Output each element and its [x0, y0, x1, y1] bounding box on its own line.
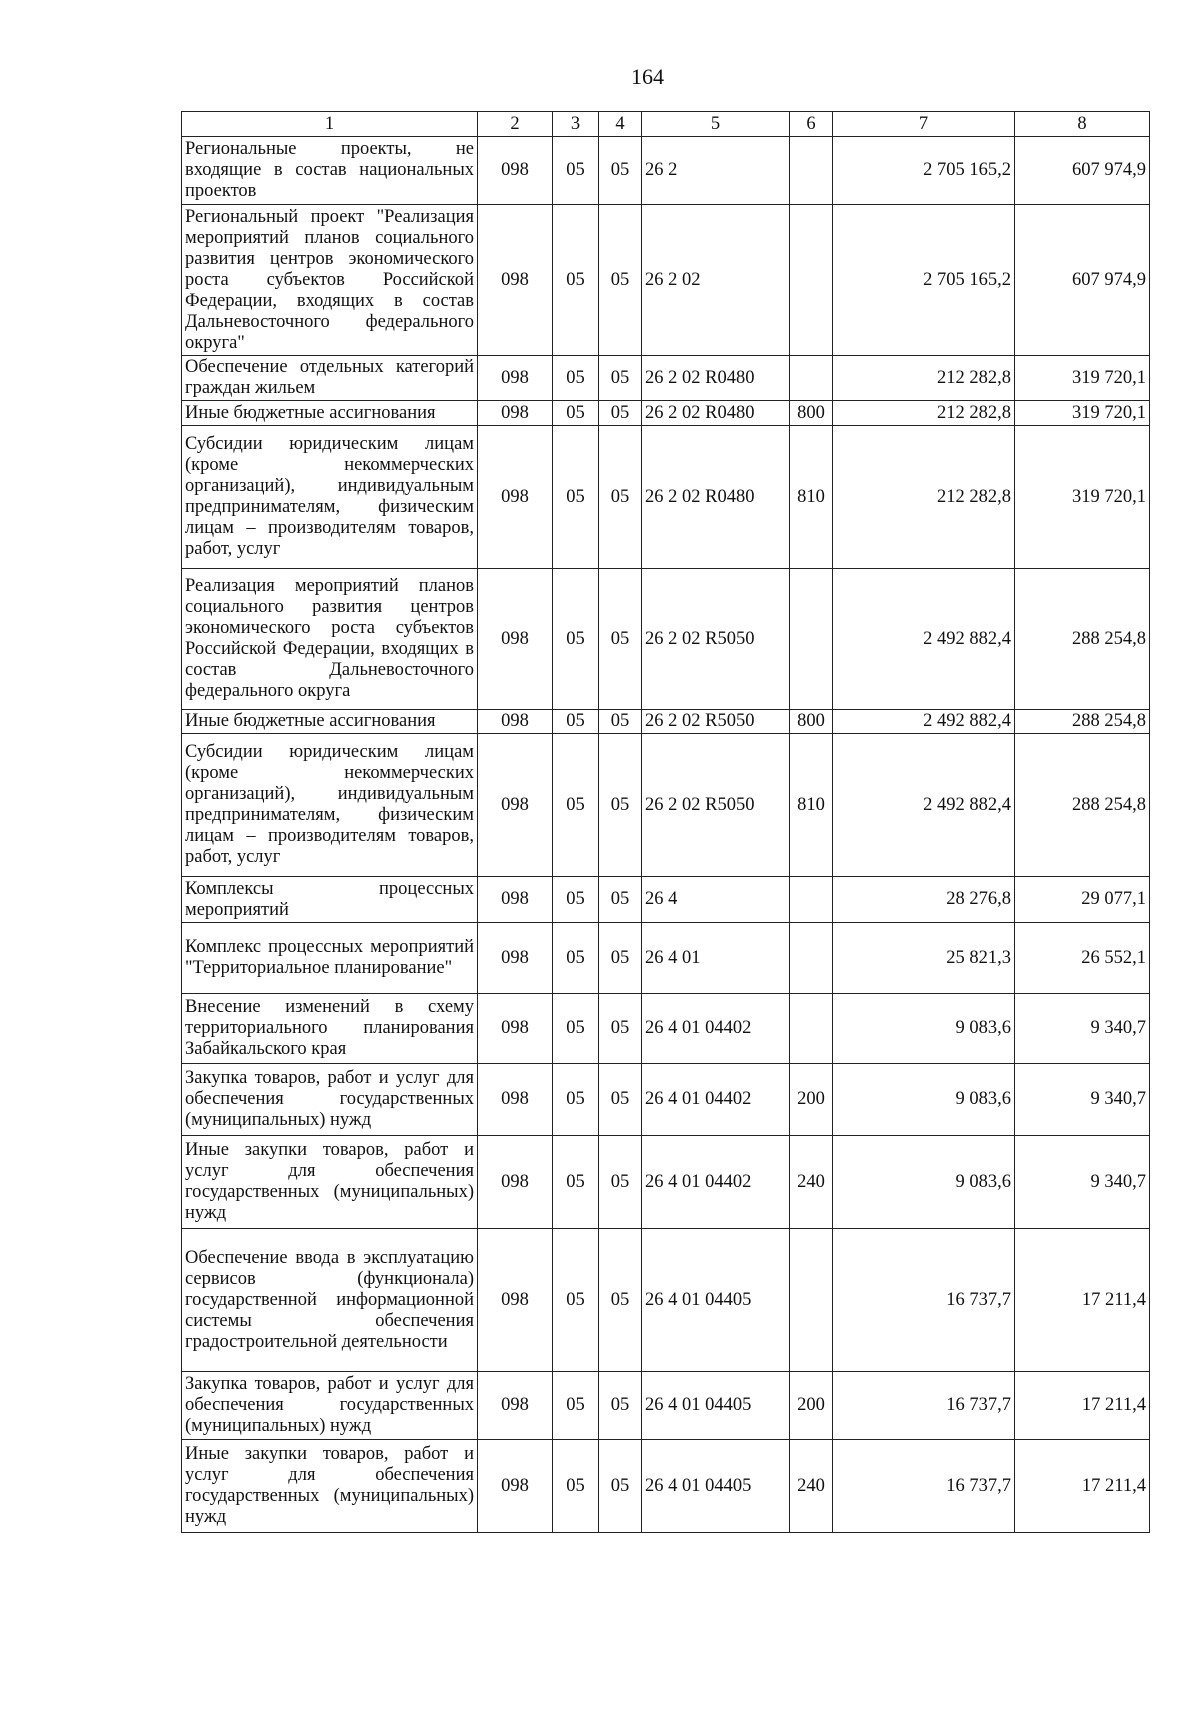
dept-code: 098	[478, 1136, 553, 1229]
target-article-code: 26 4 01 04402	[642, 1064, 790, 1136]
target-article-code: 26 4 01 04405	[642, 1440, 790, 1533]
amount-col7: 28 276,8	[833, 877, 1015, 923]
dept-code: 098	[478, 401, 553, 426]
section-code: 05	[553, 710, 599, 734]
section-code: 05	[553, 1229, 599, 1372]
subsection-code: 05	[599, 1440, 642, 1533]
table-row	[182, 205, 1150, 356]
dept-code: 098	[478, 994, 553, 1064]
table-header	[182, 112, 1150, 137]
column-header-2: 2	[478, 112, 553, 137]
subsection-code: 05	[599, 137, 642, 205]
target-article-code: 26 2 02 R5050	[642, 734, 790, 877]
subsection-code: 05	[599, 710, 642, 734]
dept-code: 098	[478, 569, 553, 710]
subsection-code: 05	[599, 1229, 642, 1372]
subsection-code: 05	[599, 205, 642, 356]
amount-col8: 9 340,7	[1015, 994, 1150, 1064]
page-number: 164	[631, 64, 664, 89]
dept-code: 098	[478, 923, 553, 994]
expense-type-code: 810	[790, 734, 833, 877]
dept-code: 098	[478, 137, 553, 205]
amount-col8: 607 974,9	[1015, 205, 1150, 356]
header-row	[182, 112, 1150, 137]
amount-col8: 288 254,8	[1015, 710, 1150, 734]
section-code: 05	[553, 1372, 599, 1440]
amount-col8: 9 340,7	[1015, 1136, 1150, 1229]
subsection-code: 05	[599, 877, 642, 923]
budget-table	[181, 111, 1150, 1533]
amount-col7: 2 705 165,2	[833, 205, 1015, 356]
table-row	[182, 426, 1150, 569]
target-article-code: 26 2	[642, 137, 790, 205]
amount-col8: 319 720,1	[1015, 426, 1150, 569]
expense-type-code: 200	[790, 1372, 833, 1440]
table-row	[182, 137, 1150, 205]
subsection-code: 05	[599, 426, 642, 569]
column-header-4: 4	[599, 112, 642, 137]
column-header-5: 5	[642, 112, 790, 137]
amount-col8: 17 211,4	[1015, 1440, 1150, 1533]
amount-col7: 212 282,8	[833, 356, 1015, 401]
amount-col7: 2 705 165,2	[833, 137, 1015, 205]
expense-type-code	[790, 877, 833, 923]
target-article-code: 26 4 01	[642, 923, 790, 994]
dept-code: 098	[478, 426, 553, 569]
target-article-code: 26 4	[642, 877, 790, 923]
row-name: Субсидии юридическим лицам (кроме некоммерческих организаций), индивидуальным предпринимателям, физическим лицам – производителям товаров, работ, услуг	[182, 734, 478, 877]
dept-code: 098	[478, 356, 553, 401]
section-code: 05	[553, 1440, 599, 1533]
table-row	[182, 401, 1150, 426]
section-code: 05	[553, 1064, 599, 1136]
target-article-code: 26 4 01 04402	[642, 1136, 790, 1229]
column-header-3: 3	[553, 112, 599, 137]
subsection-code: 05	[599, 356, 642, 401]
amount-col8: 17 211,4	[1015, 1229, 1150, 1372]
column-header-1: 1	[182, 112, 478, 137]
section-code: 05	[553, 923, 599, 994]
amount-col7: 2 492 882,4	[833, 734, 1015, 877]
section-code: 05	[553, 569, 599, 710]
row-name: Субсидии юридическим лицам (кроме некоммерческих организаций), индивидуальным предпринимателям, физическим лицам – производителям товаров, работ, услуг	[182, 426, 478, 569]
section-code: 05	[553, 137, 599, 205]
row-name: Закупка товаров, работ и услуг для обеспечения государственных (муниципальных) нужд	[182, 1064, 478, 1136]
amount-col7: 16 737,7	[833, 1229, 1015, 1372]
section-code: 05	[553, 877, 599, 923]
section-code: 05	[553, 426, 599, 569]
expense-type-code	[790, 205, 833, 356]
table-row	[182, 734, 1150, 877]
expense-type-code: 240	[790, 1440, 833, 1533]
amount-col7: 25 821,3	[833, 923, 1015, 994]
expense-type-code: 810	[790, 426, 833, 569]
table-row	[182, 356, 1150, 401]
row-name: Обеспечение отдельных категорий граждан жильем	[182, 356, 478, 401]
section-code: 05	[553, 356, 599, 401]
table-row	[182, 569, 1150, 710]
amount-col8: 17 211,4	[1015, 1372, 1150, 1440]
row-name: Иные закупки товаров, работ и услуг для обеспечения государственных (муниципальных) нужд	[182, 1440, 478, 1533]
table-row	[182, 1064, 1150, 1136]
row-name: Обеспечение ввода в эксплуатацию сервисов (функционала) государственной информационной системы обеспечения градостроительной деятельности	[182, 1229, 478, 1372]
expense-type-code	[790, 923, 833, 994]
table-row	[182, 1372, 1150, 1440]
subsection-code: 05	[599, 1372, 642, 1440]
target-article-code: 26 4 01 04402	[642, 994, 790, 1064]
table-row	[182, 877, 1150, 923]
amount-col7: 16 737,7	[833, 1372, 1015, 1440]
amount-col7: 9 083,6	[833, 994, 1015, 1064]
expense-type-code	[790, 569, 833, 710]
column-header-8: 8	[1015, 112, 1150, 137]
subsection-code: 05	[599, 734, 642, 877]
target-article-code: 26 2 02	[642, 205, 790, 356]
amount-col8: 319 720,1	[1015, 356, 1150, 401]
amount-col8: 319 720,1	[1015, 401, 1150, 426]
target-article-code: 26 4 01 04405	[642, 1372, 790, 1440]
amount-col7: 2 492 882,4	[833, 710, 1015, 734]
section-code: 05	[553, 205, 599, 356]
row-name: Региональный проект "Реализация мероприятий планов социального развития центров экономического роста субъектов Российской Федерации, входящих в состав Дальневосточного федерального округа"	[182, 205, 478, 356]
target-article-code: 26 2 02 R0480	[642, 356, 790, 401]
table-row	[182, 1440, 1150, 1533]
expense-type-code	[790, 356, 833, 401]
target-article-code: 26 2 02 R0480	[642, 426, 790, 569]
target-article-code: 26 2 02 R5050	[642, 569, 790, 710]
section-code: 05	[553, 1136, 599, 1229]
amount-col7: 16 737,7	[833, 1440, 1015, 1533]
subsection-code: 05	[599, 569, 642, 710]
dept-code: 098	[478, 1064, 553, 1136]
table-row	[182, 994, 1150, 1064]
expense-type-code: 800	[790, 401, 833, 426]
row-name: Иные бюджетные ассигнования	[182, 710, 478, 734]
table-row	[182, 1229, 1150, 1372]
amount-col8: 26 552,1	[1015, 923, 1150, 994]
expense-type-code: 240	[790, 1136, 833, 1229]
subsection-code: 05	[599, 923, 642, 994]
amount-col7: 2 492 882,4	[833, 569, 1015, 710]
table-row	[182, 710, 1150, 734]
dept-code: 098	[478, 205, 553, 356]
subsection-code: 05	[599, 401, 642, 426]
amount-col8: 607 974,9	[1015, 137, 1150, 205]
expense-type-code	[790, 994, 833, 1064]
dept-code: 098	[478, 710, 553, 734]
expense-type-code: 800	[790, 710, 833, 734]
table-row	[182, 1136, 1150, 1229]
amount-col7: 212 282,8	[833, 401, 1015, 426]
target-article-code: 26 2 02 R5050	[642, 710, 790, 734]
row-name: Внесение изменений в схему территориального планирования Забайкальского края	[182, 994, 478, 1064]
amount-col8: 288 254,8	[1015, 734, 1150, 877]
dept-code: 098	[478, 1440, 553, 1533]
table-body	[182, 137, 1150, 1533]
amount-col7: 9 083,6	[833, 1064, 1015, 1136]
dept-code: 098	[478, 877, 553, 923]
row-name: Закупка товаров, работ и услуг для обеспечения государственных (муниципальных) нужд	[182, 1372, 478, 1440]
expense-type-code: 200	[790, 1064, 833, 1136]
subsection-code: 05	[599, 1064, 642, 1136]
row-name: Комплекс процессных мероприятий "Территориальное планирование"	[182, 923, 478, 994]
dept-code: 098	[478, 734, 553, 877]
dept-code: 098	[478, 1229, 553, 1372]
section-code: 05	[553, 734, 599, 877]
table-row	[182, 923, 1150, 994]
subsection-code: 05	[599, 994, 642, 1064]
section-code: 05	[553, 401, 599, 426]
row-name: Иные закупки товаров, работ и услуг для обеспечения государственных (муниципальных) нужд	[182, 1136, 478, 1229]
target-article-code: 26 2 02 R0480	[642, 401, 790, 426]
dept-code: 098	[478, 1372, 553, 1440]
row-name: Реализация мероприятий планов социального развития центров экономического роста субъектов Российской Федерации, входящих в состав Дальневосточного федерального округа	[182, 569, 478, 710]
expense-type-code	[790, 1229, 833, 1372]
section-code: 05	[553, 994, 599, 1064]
row-name: Иные бюджетные ассигнования	[182, 401, 478, 426]
amount-col8: 29 077,1	[1015, 877, 1150, 923]
column-header-7: 7	[833, 112, 1015, 137]
amount-col8: 288 254,8	[1015, 569, 1150, 710]
column-header-6: 6	[790, 112, 833, 137]
amount-col8: 9 340,7	[1015, 1064, 1150, 1136]
amount-col7: 9 083,6	[833, 1136, 1015, 1229]
row-name: Комплексы процессных мероприятий	[182, 877, 478, 923]
amount-col7: 212 282,8	[833, 426, 1015, 569]
target-article-code: 26 4 01 04405	[642, 1229, 790, 1372]
row-name: Региональные проекты, не входящие в состав национальных проектов	[182, 137, 478, 205]
subsection-code: 05	[599, 1136, 642, 1229]
expense-type-code	[790, 137, 833, 205]
